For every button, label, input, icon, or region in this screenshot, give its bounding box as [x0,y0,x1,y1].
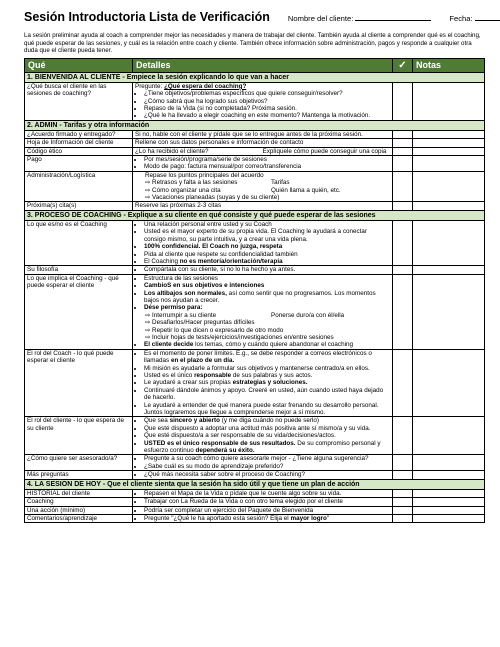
notes-cell[interactable] [413,220,485,265]
row-details: • Una relación personal entre usted y su Coach • Usted es el mayor experto de su propia vida. El Coaching le ayudará a conectar consigo mismo, su parte intuitiva, y a crear una vida plena. • 100% confidencial. El Coach no juzga, respeta • Pida al cliente que respete su confidencialidad también • El Coaching no es mentoría/orientación/terapia [133,220,393,265]
notes-cell[interactable] [413,489,485,497]
check-cell[interactable] [393,171,413,202]
client-name-line[interactable] [355,20,431,21]
check-cell[interactable] [393,82,413,120]
row-details: • Podría ser completar un ejercicio del Paquete de Bienvenida [133,506,393,514]
date-line[interactable] [475,20,500,21]
notes-cell[interactable] [413,274,485,349]
notes-cell[interactable] [413,349,485,417]
row-label: ¿Acuerdo firmado y entregado? [25,130,133,138]
row-details: • Que sea sincero y abierto (y me diga cuándo no puede serlo) • Que esté dispuesto a adoptar una actitud más positiva ante sí mismo/a y su vida. • Que esté dispuesto/a a ser responsable de su vida/decisiones/actos. • USTED es el único responsable de sus resultados. De su compromiso personal y esfuerzo continuo dependerá su éxito. [133,417,393,455]
row-details: • ¿Qué más necesita saber sobre el proceso de Coaching? [133,471,393,479]
check-cell[interactable] [393,498,413,506]
table-row [25,274,485,349]
row-details: Pregunte: ¿Qué espera del coaching? • ¿Tiene objetivos/problemas específicos que quiere conseguir/resolver? • ¿Cómo sabrá que ha logrado sus objetivos? • Repaso de la Vida (si no completada? Próxima sesión. • ¿Qué le ha llevado a elegir coaching en este momento? Mantenga la motivación. [133,82,393,120]
table-row [25,171,485,202]
notes-cell[interactable] [413,82,485,120]
table-row [25,489,485,497]
col-what: Qué [25,58,133,72]
notes-cell[interactable] [413,202,485,210]
section-3-header: 3. PROCESO DE COACHING - Explique a su cliente en qué consiste y qué puede esperar de las sesiones [25,210,485,220]
row-details: • Es el momento de poner límites. E.g., se debe responder a correos electrónicos o llamadas en el plazo de un día. • Mi misión es ayudarle a formular sus objetivos y mantenerse centrado/a en ellos. • Usted es el único responsable de sus palabras y sus actos. • Le ayudaré a crear sus propias estrategias y soluciones. • Continuaré dándole ánimos y apoyo. Creeré en usted, aún cuando usted haya dejado de hacerlo. • Le ayudaré a entender de qué manera puede estar frenando su desarrollo personal. Juntos lograremos que llegue a comprenderse mejor a sí mismo. [133,349,393,417]
table-row [25,156,485,172]
intro-paragraph: La sesión preliminar ayuda al coach a comprender mejor las necesidades y manera de trabajar del cliente. También ayuda al cliente a comprender qué es el coaching, qué puede esperar de las sesiones, y cuál es la relación entre coach y cliente. También ofrece información sobre administración, pagos y responde a cualquier otra duda que el cliente pueda tener. [24,32,481,55]
check-cell[interactable] [393,156,413,172]
table-row [25,514,485,522]
row-label: Administración/Logística [25,171,133,202]
row-label: Coaching [25,498,133,506]
check-cell[interactable] [393,130,413,138]
col-check: ✓ [393,58,413,72]
table-row [25,506,485,514]
row-details: ¿Lo ha recibido el cliente? Explíquele cómo puede conseguir una copia [133,147,393,155]
notes-cell[interactable] [413,156,485,172]
table-row [25,220,485,265]
row-label: Una acción (mínimo) [25,506,133,514]
section-2-header: 2. ADMIN - Tarifas y otra información [25,120,485,130]
row-label: Más preguntas [25,471,133,479]
notes-cell[interactable] [413,506,485,514]
notes-cell[interactable] [413,147,485,155]
date-field[interactable] [449,14,500,23]
table-row [25,498,485,506]
col-notes: Notas [413,58,485,72]
row-label: Su filosofía [25,266,133,274]
checklist-table [24,58,485,524]
check-cell[interactable] [393,417,413,455]
notes-cell[interactable] [413,417,485,455]
check-cell[interactable] [393,506,413,514]
row-label: ¿Qué busca el cliente en las sesiones de coaching? [25,82,133,120]
client-name-label: Nombre del cliente: [287,14,354,23]
table-row [25,455,485,471]
row-label: El rol del Coach - lo qué puede esperar el cliente [25,349,133,417]
row-details: Reserve las próximas 2-3 citas [133,202,393,210]
row-label: Lo que implica el Coaching - qué puede esperar el cliente [25,274,133,349]
row-label: El rol del cliente - lo que espera de su cliente [25,417,133,455]
notes-cell[interactable] [413,171,485,202]
notes-cell[interactable] [413,498,485,506]
row-label: Lo que es/no es el Coaching [25,220,133,265]
notes-cell[interactable] [413,266,485,274]
row-details: • Por mes/sesión/programa/serie de sesiones • Modo de pago: factura mensual/por correo/transferencia [133,156,393,172]
table-row [25,266,485,274]
row-details: Si no, hable con el cliente y pídale que se lo entregue antes de la próxima sesión. [133,130,393,138]
row-details: Repase los puntos principales del acuerdo ⇨ Retrasos y falta a las sesiones Tarifas ⇨ Cómo organizar una cita Quién llama a quién, etc. ⇨ Vacaciones planeadas (suyas y de su cliente) [133,171,393,202]
check-cell[interactable] [393,471,413,479]
check-cell[interactable] [393,220,413,265]
table-row [25,147,485,155]
row-details: • Pregunte "¿Qué le ha aportado esta sesión? Elija el mayor logro" [133,514,393,522]
row-label: Hoja de Información del cliente [25,139,133,147]
check-cell[interactable] [393,139,413,147]
row-label: HISTORIAL del cliente [25,489,133,497]
notes-cell[interactable] [413,514,485,522]
check-cell[interactable] [393,147,413,155]
check-cell[interactable] [393,514,413,522]
row-label: Próxima(s) cita(s) [25,202,133,210]
section-4-header: 4. LA SESION DE HOY - Que el cliente sienta que la sesión ha sido útil y que tiene un plan de acción [25,479,485,489]
table-row [25,130,485,138]
notes-cell[interactable] [413,471,485,479]
table-row [25,139,485,147]
table-row [25,349,485,417]
row-details: • Compártala con su cliente, si no lo ha hecho ya antes. [133,266,393,274]
section-1-header: 1. BIENVENIDA AL CLIENTE - Empiece la sesión explicando lo que van a hacer [25,72,485,82]
notes-cell[interactable] [413,139,485,147]
notes-cell[interactable] [413,130,485,138]
row-label: Comentarios/aprendizaje [25,514,133,522]
header [24,10,484,30]
page-title: Sesión Introductoria Lista de Verificación [24,10,270,24]
row-details: • Pregunte a su coach cómo quiere asesorarle mejor - ¿Tiene alguna sugerencia? • ¿Sabe cuál es su modo de aprendizaje preferido? [133,455,393,471]
client-name-field[interactable] [288,14,431,23]
check-cell[interactable] [393,489,413,497]
check-cell[interactable] [393,349,413,417]
check-cell[interactable] [393,274,413,349]
row-label: ¿Cómo quiere ser asesorado/a? [25,455,133,471]
table-row [25,417,485,455]
table-header [25,58,485,72]
row-details: • Trabajar con La Rueda de la Vida o con otro tema elegido por el cliente [133,498,393,506]
check-cell[interactable] [393,202,413,210]
table-row [25,202,485,210]
check-cell[interactable] [393,455,413,471]
date-label: Fecha: [449,14,473,23]
notes-cell[interactable] [413,455,485,471]
row-details: • Estructura de las sesiones • CambioS en sus objetivos e intenciones • Los altibajos son normales, así como sentir que no progresamos. Los momentos bajos nos ayudan a crecer. • Dése permiso para: ⇨ Interrumpir a su cliente Ponerse duro/a con él/ella ⇨ Desafiarlos/Hacer preguntas difíciles ⇨ Repetir lo que dicen o expresarlo de otro modo ⇨ Incluir hojas de tests/ejercicios/investigaciones en/entre sesiones • El cliente decide los temas, cómo y cuándo quiere abandonar el coaching [133,274,393,349]
row-label: Pago [25,156,133,172]
row-details: Rellene con sus datos personales e información de contacto [133,139,393,147]
row-details: • Repasen el Mapa de la Vida o pídale que le cuente algo sobre su vida. [133,489,393,497]
row-label: Código ético [25,147,133,155]
check-cell[interactable] [393,266,413,274]
col-details: Detalles [133,58,393,72]
table-row [25,471,485,479]
table-row [25,82,485,120]
